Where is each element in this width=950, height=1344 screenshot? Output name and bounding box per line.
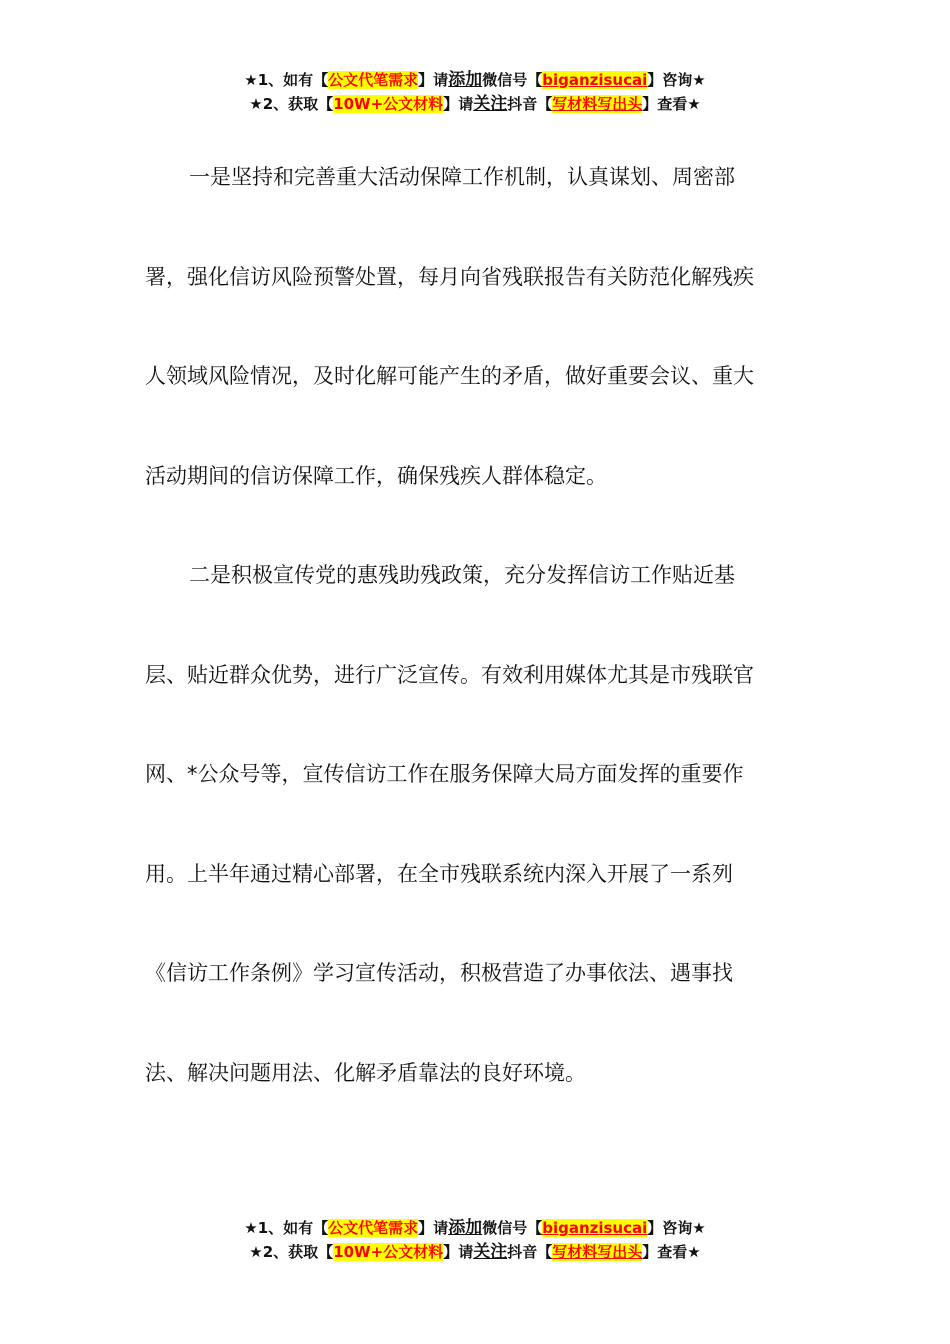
- text-line: 《信访工作条例》学习宣传活动，积极营造了办事依法、遇事找: [145, 961, 733, 985]
- banner-text: 】请: [418, 71, 449, 89]
- text-line: 人领域风险情况，及时化解可能产生的矛盾，做好重要会议、重大: [145, 364, 754, 388]
- banner-text: 抖音【: [507, 95, 553, 113]
- banner-text: 微信号【: [482, 71, 543, 89]
- text-line: 法、解决问题用法、化解矛盾靠法的良好环境。: [145, 1060, 586, 1085]
- banner-text: ★1、如有【: [244, 1219, 329, 1237]
- text-line: 用。上半年通过精心部署，在全市残联系统内深入开展了一系列: [145, 861, 733, 886]
- text-line: 层、贴近群众优势，进行广泛宣传。有效利用媒体尤其是市残联官: [145, 662, 754, 687]
- douyin-account: 写材料写出头: [552, 95, 643, 113]
- paragraph-1: [145, 128, 805, 526]
- wechat-id: biganzisucai: [542, 1219, 648, 1237]
- banner-text: 】咨询★: [647, 71, 706, 89]
- text-line: 活动期间的信访保障工作，确保残疾人群体稳定。: [145, 463, 607, 488]
- banner-text: ★2、获取【: [249, 1243, 334, 1261]
- emphasis-text: 关注: [473, 94, 508, 114]
- banner-text: 】查看★: [642, 1243, 701, 1261]
- banner-line-2: [0, 92, 950, 116]
- banner-line-1: [0, 68, 950, 92]
- text-line: 网、*公众号等，宣传信访工作在服务保障大局方面发挥的重要作: [145, 762, 744, 786]
- banner-text: 微信号【: [482, 1219, 543, 1237]
- banner-text: ★1、如有【: [244, 71, 329, 89]
- text-line: 一是坚持和完善重大活动保障工作机制，认真谋划、周密部: [189, 165, 735, 189]
- banner-text: 】咨询★: [647, 1219, 706, 1237]
- document-body: [145, 128, 805, 1123]
- emphasis-text: 添加: [448, 1218, 483, 1238]
- banner-text: 抖音【: [507, 1243, 553, 1261]
- text-line: 二是积极宣传党的惠残助残政策，充分发挥信访工作贴近基: [189, 563, 735, 587]
- highlight-text: 10W+公文材料: [333, 95, 444, 113]
- emphasis-text: 添加: [448, 70, 483, 90]
- banner-line-1: [0, 1216, 950, 1240]
- highlight-text: 公文代笔需求: [328, 71, 419, 89]
- banner-text: 】请: [418, 1219, 449, 1237]
- banner-text: ★2、获取【: [249, 95, 334, 113]
- banner-text: 】请: [443, 1243, 474, 1261]
- banner-text: 】请: [443, 95, 474, 113]
- highlight-text: 公文代笔需求: [328, 1219, 419, 1237]
- emphasis-text: 关注: [473, 1242, 508, 1262]
- douyin-account: 写材料写出头: [552, 1243, 643, 1261]
- text-line: 署，强化信访风险预警处置，每月向省残联报告有关防范化解残疾: [145, 264, 754, 289]
- header-banner-top: [0, 68, 950, 116]
- highlight-text: 10W+公文材料: [333, 1243, 444, 1261]
- banner-line-2: [0, 1240, 950, 1264]
- wechat-id: biganzisucai: [542, 71, 648, 89]
- banner-text: 】查看★: [642, 95, 701, 113]
- paragraph-2: [145, 526, 805, 1123]
- header-banner-bottom: [0, 1216, 950, 1264]
